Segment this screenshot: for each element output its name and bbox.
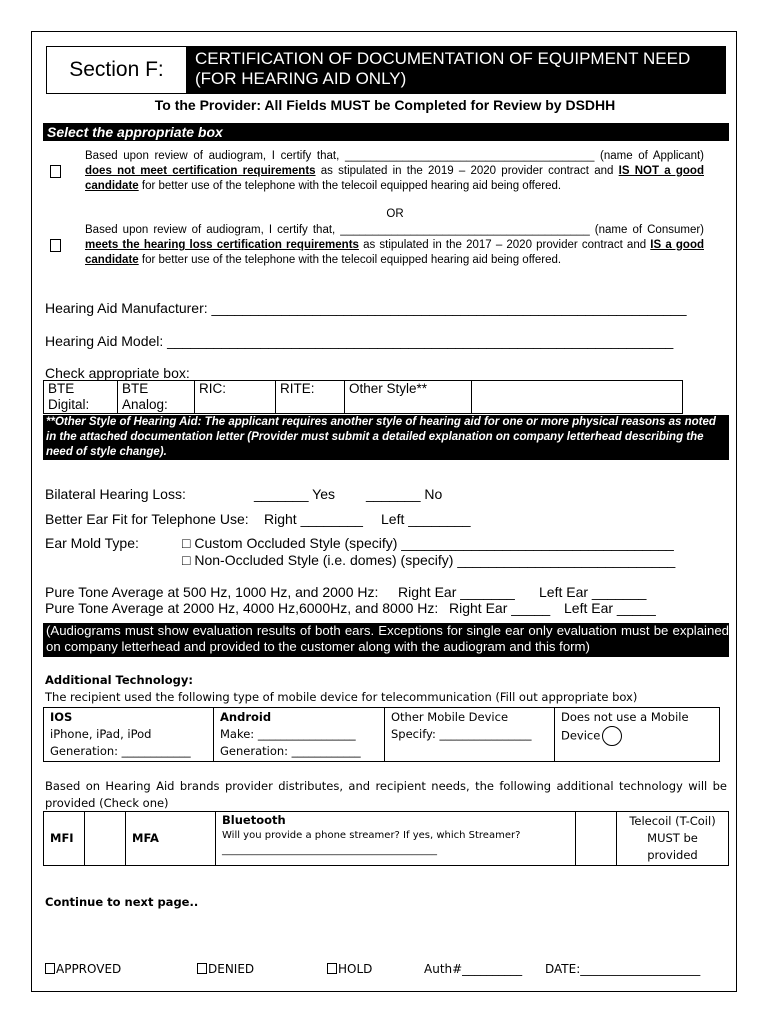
date-field[interactable]: DATE:____________________ (545, 962, 701, 976)
option2-checkbox[interactable] (50, 239, 61, 252)
style-blank[interactable] (472, 381, 683, 414)
telecoil-cell[interactable] (617, 812, 729, 866)
pta1-label: Pure Tone Average at 500 Hz, 1000 Hz, and 2000 Hz: (45, 584, 379, 600)
hold-option[interactable]: HOLD (327, 962, 372, 976)
ear-mold-non-occluded[interactable]: □ Non-Occluded Style (i.e. domes) (specify) ____________________________ (182, 552, 676, 568)
ear-mold-custom[interactable]: □ Custom Occluded Style (specify) ___________________________________ (182, 535, 674, 551)
better-ear-label: Better Ear Fit for Telephone Use: (45, 511, 249, 527)
style-bte-digital[interactable]: BTE Digital: (44, 381, 118, 414)
style-other[interactable]: Other Style** (345, 381, 472, 414)
pta2-left[interactable]: Left Ear _____ (564, 600, 656, 616)
title-line-2: (FOR HEARING AID ONLY) (195, 69, 407, 88)
audiogram-note: (Audiograms must show evaluation results of both ears. Exceptions for single ear only evaluation must be explained on company letterhead and provided to the customer along with the audiogram and this form) (43, 623, 729, 657)
additional-heading: Additional Technology: (45, 673, 193, 687)
pta1-left[interactable]: Left Ear _______ (539, 584, 647, 600)
style-ric[interactable]: RIC: (195, 381, 276, 414)
form-page (31, 31, 737, 992)
android-generation[interactable]: Generation: ____________ (220, 744, 361, 758)
telecoil-required: MUST be provided (647, 831, 698, 862)
better-ear-right[interactable]: Right ________ (264, 511, 363, 527)
provider-note: To the Provider: All Fields MUST be Completed for Review by DSDHH (154, 97, 616, 113)
additional-intro: The recipient used the following type of mobile device for telecommunication (Fill out appropriate box) (45, 690, 638, 704)
other-device-specify[interactable]: Specify: ________________ (391, 727, 532, 741)
auth-field[interactable]: Auth#__________ (424, 962, 523, 976)
device-other-cell[interactable] (385, 708, 555, 762)
pta2-label: Pure Tone Average at 2000 Hz, 4000 Hz,6000Hz, and 8000 Hz: (45, 600, 439, 616)
check-box-label: Check appropriate box: (45, 365, 190, 381)
brands-note: Based on Hearing Aid brands provider distributes, and recipient needs, the following additional technology will be provided (Check one) (45, 779, 727, 810)
mfa-label: MFA (126, 812, 216, 866)
ios-generation[interactable]: Generation: ____________ (50, 744, 191, 758)
style-bte-analog[interactable]: BTE Analog: (118, 381, 195, 414)
manufacturer-field[interactable]: Hearing Aid Manufacturer: _____________________________________________________________ (45, 300, 687, 316)
ios-title: IOS (50, 710, 73, 724)
option2-text: Based upon review of audiogram, I certify that, _______________________________________ (name of Consumer) meets the hearing loss certification requirements as stipulated in the 2017 – 2020 provider contract and IS a good candidate for better use of the telephone with the telecoil equipped hearing aid being offered. (85, 224, 704, 266)
option1-checkbox[interactable] (50, 165, 61, 178)
bilateral-yes[interactable]: _______ Yes (254, 486, 335, 502)
telecoil-title: Telecoil (T-Coil) (629, 814, 716, 828)
bluetooth-cell[interactable] (216, 812, 576, 866)
section-label: Section F: (46, 46, 187, 94)
continue-note: Continue to next page.. (45, 895, 199, 909)
ios-models: iPhone, iPad, iPod (50, 727, 152, 741)
ear-mold-label: Ear Mold Type: (45, 535, 139, 551)
bilateral-no[interactable]: _______ No (366, 486, 443, 502)
pta1-right[interactable]: Right Ear _______ (398, 584, 515, 600)
mfi-label: MFI (44, 812, 85, 866)
bilateral-label: Bilateral Hearing Loss: (45, 486, 186, 502)
model-field[interactable]: Hearing Aid Model: _________________________________________________________________ (45, 333, 674, 349)
style-rite[interactable]: RITE: (276, 381, 345, 414)
no-mobile-text: Does not use a Mobile Device (561, 710, 689, 743)
better-ear-left[interactable]: Left ________ (381, 511, 471, 527)
no-mobile-circle[interactable] (602, 726, 622, 746)
streamer-line[interactable]: ___________________________________________ (222, 845, 437, 856)
pta2-right[interactable]: Right Ear _____ (449, 600, 551, 616)
style-table (43, 380, 683, 414)
bluetooth-title: Bluetooth (222, 813, 286, 827)
other-style-note: **Other Style of Hearing Aid: The applicant requires another style of hearing aid for one or more physical reasons as noted in the attached documentation letter (Provider must submit a detailed explanation on company letterhead describing the need of style change). (43, 415, 729, 460)
other-device-title: Other Mobile Device (391, 710, 509, 724)
mfi-box[interactable] (85, 812, 126, 866)
android-make[interactable]: Make: _________________ (220, 727, 356, 741)
form-title (187, 46, 726, 94)
streamer-question: Will you provide a phone streamer? If yes, which Streamer? (222, 830, 521, 841)
approved-option[interactable]: APPROVED (45, 962, 121, 976)
denied-option[interactable]: DENIED (197, 962, 254, 976)
android-title: Android (220, 710, 272, 724)
device-android-cell[interactable] (214, 708, 385, 762)
device-none-cell[interactable] (555, 708, 720, 762)
approved-checkbox[interactable] (45, 963, 55, 974)
option1-text: Based upon review of audiogram, I certify that, _______________________________________ (name of Applicant) does not meet certification requirements as stipulated in the 2019 – 2020 provider contract and IS NOT a good candidate for better use of the telephone with the telecoil equipped hearing aid being offered. (85, 150, 704, 192)
device-table (43, 707, 720, 762)
hold-checkbox[interactable] (327, 963, 337, 974)
title-line-1: CERTIFICATION OF DOCUMENTATION OF EQUIPMENT NEED (195, 49, 691, 68)
denied-checkbox[interactable] (197, 963, 207, 974)
select-heading: Select the appropriate box (43, 123, 729, 141)
device-ios-cell[interactable] (44, 708, 214, 762)
technology-table (43, 811, 729, 866)
or-label: OR (386, 208, 404, 220)
bluetooth-box[interactable] (576, 812, 617, 866)
